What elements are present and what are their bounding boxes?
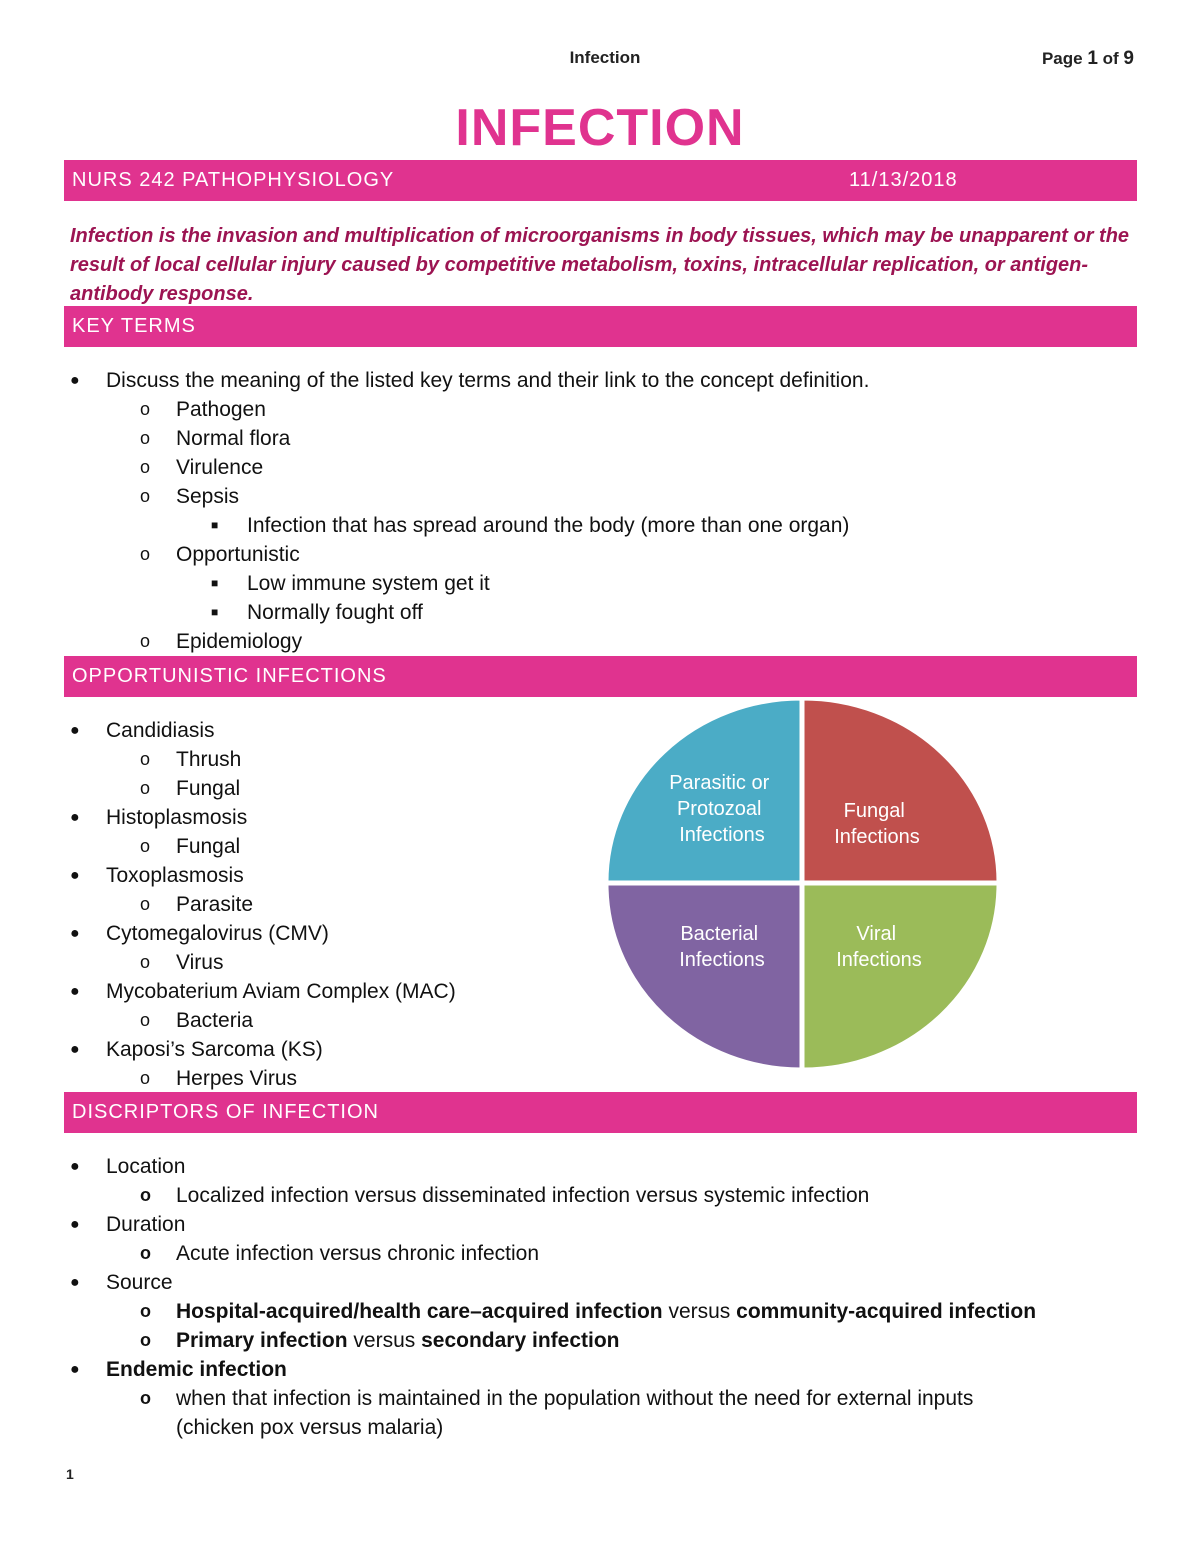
page-of-label: of [1102,49,1119,68]
term-pathogen: Pathogen [176,398,266,421]
circle-bullet-icon: o [140,544,151,564]
list-item [70,453,869,482]
list-item [70,832,456,861]
infection-name: Mycobaterium Aviam Complex (MAC) [106,980,456,1003]
circle-bullet-icon: o [140,778,151,798]
list-item [70,1035,456,1064]
list-item [70,1064,456,1093]
list-item [70,627,869,656]
list-item [70,861,456,890]
circle-bullet-icon: o [140,1185,151,1205]
list-item [70,1355,1036,1384]
infection-name: Candidiasis [106,719,215,742]
list-item [70,482,869,511]
list-item [70,569,869,598]
bullet-icon: ● [70,809,80,826]
bullet-icon: ● [70,1361,80,1378]
term-sepsis: Sepsis [176,485,240,508]
list-item [70,774,456,803]
circle-bullet-icon: o [140,486,151,506]
list-item [70,1006,456,1035]
bullet-icon: ● [70,1274,80,1291]
key-terms-heading: KEY TERMS [64,306,1137,347]
circle-bullet-icon: o [140,631,151,651]
descriptors-list [70,1152,1036,1442]
circle-bullet-icon: o [140,1068,151,1088]
quadrant-label-parasitic: Parasitic or Protozoal Infections [669,772,770,846]
circle-bullet-icon: o [140,1243,151,1263]
list-item [70,511,869,540]
versus-text: versus [662,1300,737,1323]
descriptor-endemic: Endemic infection [106,1358,287,1381]
infection-types-diagram [606,698,999,1071]
square-bullet-icon: ■ [211,518,219,532]
circle-bullet-icon: o [140,1330,151,1350]
term-opportunistic: Opportunistic [176,543,300,566]
page-current: 1 [1087,48,1098,69]
list-item [70,1210,1036,1239]
list-item [70,424,869,453]
term-epidemiology: Epidemiology [176,630,303,653]
list-item [70,1152,1036,1181]
circle-bullet-icon: o [140,952,151,972]
bullet-icon: ● [70,1158,80,1175]
course-name: NURS 242 PATHOPHYSIOLOGY [72,169,395,191]
descriptor-duration: Duration [106,1213,186,1236]
list-item [70,948,456,977]
descriptor-detail: Acute infection versus chronic infection [176,1242,540,1265]
list-item [70,1181,1036,1210]
bullet-icon: ● [70,983,80,1000]
circle-bullet-icon: o [140,1388,151,1408]
page-total: 9 [1123,48,1134,69]
bullet-icon: ● [70,1041,80,1058]
course-bar [64,160,1137,201]
infection-name: Kaposi’s Sarcoma (KS) [106,1038,323,1061]
descriptor-detail: when that infection is maintained in the population without the need for external inputs (chicken pox versus malaria) [176,1387,974,1439]
square-bullet-icon: ■ [211,576,219,590]
running-header-title: Infection [569,48,641,67]
source-primary: Primary infection [176,1329,348,1352]
list-item [70,1297,1036,1326]
circle-bullet-icon: o [140,749,151,769]
infection-type: Thrush [176,748,242,771]
opportunistic-heading: OPPORTUNISTIC INFECTIONS [64,656,1137,697]
bullet-icon: ● [70,722,80,739]
source-secondary: secondary infection [421,1329,620,1352]
list-item [70,919,456,948]
key-terms-list [70,366,869,656]
circle-bullet-icon: o [140,1301,151,1321]
infection-type: Herpes Virus [176,1067,297,1090]
circle-bullet-icon: o [140,836,151,856]
descriptor-location: Location [106,1155,186,1178]
quadrant-viral [803,884,998,1069]
circle-bullet-icon: o [140,399,151,419]
bullet-icon: ● [70,867,80,884]
key-terms-intro: Discuss the meaning of the listed key terms and their link to the concept definition. [106,369,870,392]
list-item [70,803,456,832]
infection-type: Virus [176,951,224,974]
list-item [70,716,456,745]
circle-bullet-icon: o [140,1010,151,1030]
square-bullet-icon: ■ [211,605,219,619]
versus-text: versus [347,1329,422,1352]
circle-bullet-icon: o [140,428,151,448]
infection-definition: Infection is the invasion and multiplication of microorganisms in body tissues, which may be unapparent or the result of local cellular injury caused by competitive metabolism, toxins, intracellular replication, or antigen-antibody response. [70,225,1130,305]
infection-type: Bacteria [176,1009,254,1032]
infection-type: Parasite [176,893,254,916]
list-item [70,1326,1036,1355]
list-item [70,977,456,1006]
quadrant-label-bacterial: Bacterial Infections [679,923,765,971]
descriptor-detail: Localized infection versus disseminated infection versus systemic infection [176,1184,870,1207]
bullet-icon: ● [70,925,80,942]
list-item [70,1384,1030,1442]
infection-type: Fungal [176,835,241,858]
bullet-icon: ● [70,1216,80,1233]
list-item [70,1268,1036,1297]
course-date: 11/13/2018 [849,169,958,191]
quadrant-label-fungal: Fungal Infections [834,800,920,848]
descriptor-source: Source [106,1271,173,1294]
opportunistic-note: Normally fought off [247,601,423,624]
list-item [70,366,869,395]
sepsis-note: Infection that has spread around the body (more than one organ) [247,514,850,537]
infection-name: Cytomegalovirus (CMV) [106,922,329,945]
descriptors-heading: DISCRIPTORS OF INFECTION [64,1092,1137,1133]
quadrant-label-viral: Viral Infections [836,923,922,971]
circle-bullet-icon: o [140,894,151,914]
term-virulence: Virulence [176,456,264,479]
running-header-page [1042,48,1134,70]
source-hospital-acquired: Hospital-acquired/health care–acquired infection [176,1300,663,1323]
footer-page-number: 1 [66,1466,74,1482]
list-item [70,1239,1036,1268]
infection-name: Histoplasmosis [106,806,248,829]
quadrant-fungal [803,699,998,882]
opportunistic-note: Low immune system get it [247,572,490,595]
list-item [70,395,869,424]
circle-bullet-icon: o [140,457,151,477]
page-label: Page [1041,49,1083,68]
term-normal-flora: Normal flora [176,427,291,450]
document-title: INFECTION [455,99,745,157]
bullet-icon: ● [70,372,80,389]
list-item [70,540,869,569]
list-item [70,890,456,919]
list-item [70,598,869,627]
list-item [70,745,456,774]
quadrant-bacterial [607,884,801,1069]
source-community-acquired: community-acquired infection [736,1300,1037,1323]
infection-name: Toxoplasmosis [106,864,244,887]
opportunistic-list [70,716,456,1093]
infection-type: Fungal [176,777,241,800]
